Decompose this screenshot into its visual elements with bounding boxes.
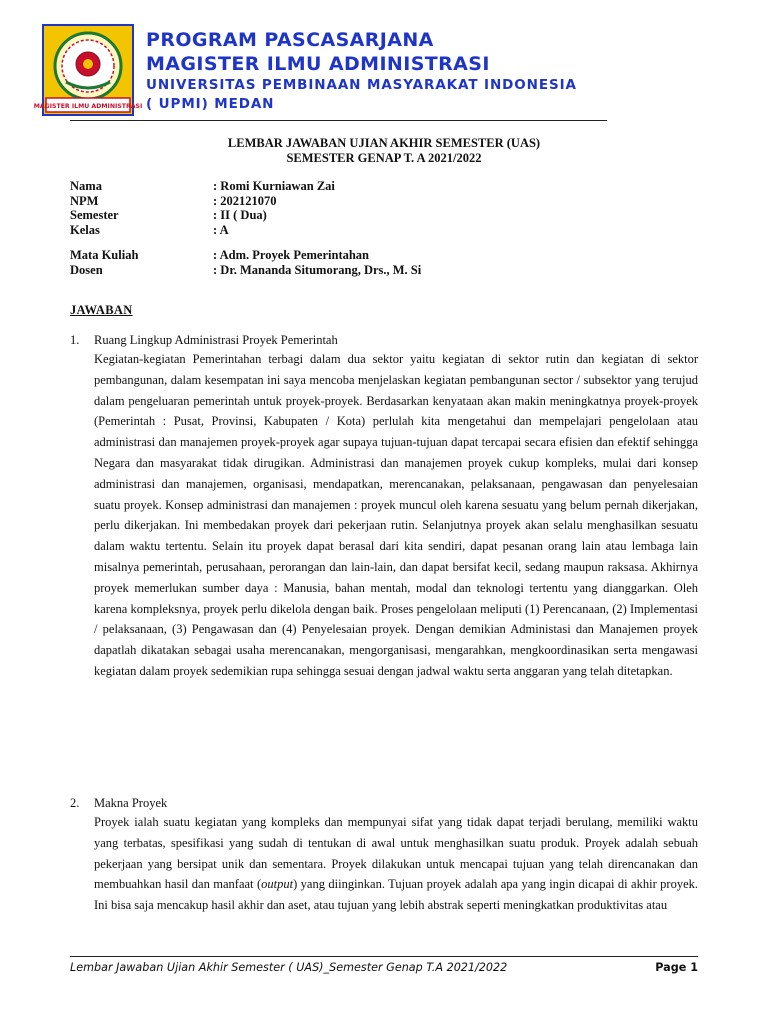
- letterhead: [33, 22, 662, 132]
- info-label: Kelas: [70, 222, 100, 237]
- info-value: : 202121070: [213, 193, 277, 208]
- section-heading: [70, 331, 698, 349]
- body-text: Proyek ialah suatu kegiatan yang kompleks dan mempunyai sifat yang tidak dapat terjadi berulang, memiliki waktu yang terbatas, spesifikasi yang sudah di tentukan di awal untuk menghasilkan suatu produk. Proyek adalah sebuah pekerjaan yang bersipat unik dan sementara. Proyek dilakukan untuk mencapai tujuan yang telah direncanakan dan membuahkan hasil dan manfaat (: [94, 815, 698, 892]
- page-footer: [70, 961, 698, 977]
- page-number: Page 1: [655, 961, 698, 974]
- info-row-dosen: [70, 263, 421, 278]
- info-label: Mata Kuliah: [70, 248, 139, 262]
- title-line-2: SEMESTER GENAP T. A 2021/2022: [286, 151, 482, 165]
- section-number: 1.: [70, 333, 80, 347]
- section-heading: [70, 794, 698, 812]
- info-label: NPM: [70, 193, 99, 208]
- section-number: 2.: [70, 796, 80, 810]
- footer-divider: [70, 956, 698, 957]
- info-row-kelas: [70, 223, 421, 238]
- section-title: Makna Proyek: [94, 796, 168, 810]
- university-logo: [33, 24, 143, 116]
- section-body: Kegiatan-kegiatan Pemerintahan terbagi dalam dua sektor yaitu kegiatan di sektor rutin dan kegiatan di sektor pembangunan, dalam kesempatan ini saya mencoba menjelaskan kegiatan pembangunan sector / subsektor yang terujud dalam pengeluaran pemerintah untuk proyek-proyek. Berdasarkan kenyataan akan makin meningkatnya proyek-proyek (Pemerintah : Pusat, Provinsi, Kabupaten / Kota) perlulah kita mengetahui dan mempelajari pengelolaan atau administrasi dan manajemen proyek-proyek agar supaya tujuan-tujuan dapat tercapai secara efisien dan efektif sehingga Negara dan masyarakat tidak dirugikan. Administrasi dan manajemen proyek cukup kompleks, mulai dari konsep administrasi dan manajemen, organisasi, mendapatkan, merencanakan, pelaksanaan, pengawasan dan penyelesaian suatu proyek. Konsep administrasi dan manajemen : proyek muncul oleh karena sesuatu yang belum pernah dikerjakan, perlu dikerjakan. Ini membedakan proyek dari pekerjaan rutin. Selanjutnya proyek akan selalu menghasilkan sesuatu dalam waktu tertentu. Selain itu proyek dapat berasal dari kita sendiri, dapat pesanan orang lain atau lembaga lain misalnya pemerintah, perusahaan, perorangan dan lain-lain, dan dapat bersifat kecil, sedang maupun raksasa. Akhirnya proyek memerlukan sumber daya : Manusia, bahan mentah, modal dan teknologi tertentu yang dianggarkan. Oleh karena kompleksnya, proyek perlu dikelola dengan baik. Proses pengelolaan meliputi (1) Perencanaan, (2) Implementasi / pelaksanaan, (3) Pengawasan dan (4) Penyelesaian proyek. Dengan demikian Administasi dan Manajemen proyek dapatlah dikatakan sebagai usaha merencanakan, mengorganisasi, mengarahkan, mengkoordinasikan serta mengawasi kegiatan dalam proyek sedemikian rupa sehingga sesuai dengan jadwal waktu serta anggaran yang telah ditetapkan.: [94, 352, 698, 678]
- header-divider: [70, 120, 607, 121]
- answer-section-1: [70, 331, 698, 682]
- info-row-nama: [70, 179, 421, 194]
- answer-section-2: [70, 794, 698, 916]
- document-title: [0, 136, 768, 166]
- info-value: : Dr. Mananda Situmorang, Drs., M. Si: [213, 262, 422, 277]
- info-label: Nama: [70, 179, 102, 193]
- info-label: Dosen: [70, 262, 103, 277]
- title-line-1: LEMBAR JAWABAN UJIAN AKHIR SEMESTER (UAS): [227, 136, 541, 150]
- info-value: : A: [213, 222, 229, 237]
- info-row-mata-kuliah: [70, 248, 421, 263]
- university-name: UNIVERSITAS PEMBINAAN MASYARAKAT INDONESIA: [146, 77, 577, 93]
- italic-term: output: [261, 877, 294, 892]
- section-body: [94, 812, 698, 916]
- info-row-npm: [70, 194, 421, 209]
- department-title: MAGISTER ILMU ADMINISTRASI: [146, 53, 490, 75]
- info-value: : Romi Kurniawan Zai: [213, 179, 335, 193]
- logo-caption: MAGISTER ILMU ADMINISTRASI: [33, 103, 143, 110]
- info-label: Semester: [70, 208, 119, 222]
- footer-caption: Lembar Jawaban Ujian Akhir Semester ( UAS)_Semester Genap T.A 2021/2022: [70, 961, 508, 974]
- body-text: ) yang diinginkan. Tujuan proyek adalah apa yang ingin dicapai di akhir proyek. Ini bisa saja mencakup hasil akhir dan aset, atau tujuan yang lebih abstrak seperti meningkatkan produktivitas atau: [94, 877, 698, 913]
- student-info: [70, 179, 421, 277]
- section-title: Ruang Lingkup Administrasi Proyek Pemerintah: [94, 333, 338, 347]
- info-row-semester: [70, 208, 421, 223]
- info-value: : II ( Dua): [213, 208, 267, 222]
- university-city: ( UPMI) MEDAN: [146, 96, 275, 112]
- program-title: PROGRAM PASCASARJANA: [146, 29, 434, 51]
- info-value: : Adm. Proyek Pemerintahan: [213, 248, 370, 262]
- answers-heading: JAWABAN: [70, 303, 133, 317]
